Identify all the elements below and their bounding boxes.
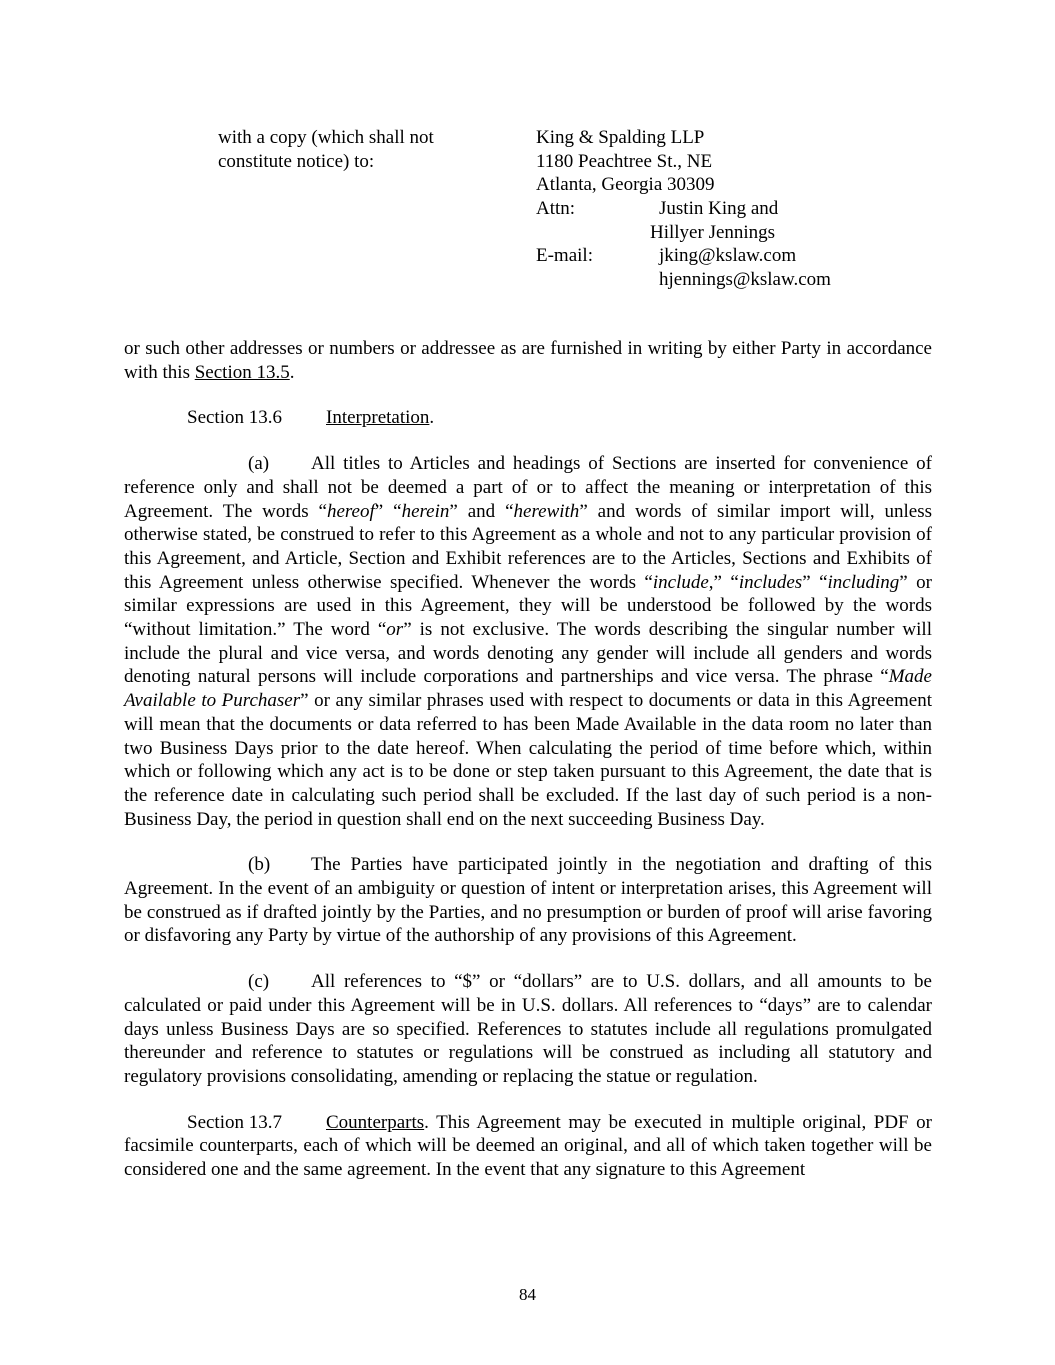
clause-b — [124, 853, 932, 948]
intro-end: . — [289, 361, 295, 383]
attn-line-2 — [536, 221, 936, 245]
clause-b-text: The Parties have participated jointly in the negotiation and drafting of this Agreement. In the event of an ambiguity or question of intent or interpretation arises, this Agreement will be construed as if drafted jointly by the Parties, and no presumption or burden of proof will arise favoring or disfavoring any Party by virtue of the authorship of any provisions of this Agreement. — [124, 854, 932, 947]
email-2: hjennings@kslaw.com — [659, 269, 831, 291]
email-line-2 — [536, 268, 936, 292]
term-herewith: herewith — [513, 500, 580, 522]
clause-a-text-6: ” “ — [802, 571, 828, 593]
email-label: E-mail: — [536, 245, 593, 267]
clause-a-text-9: ” or any similar phrases used with respect to documents or data in this Agreement will mean that the documents or data referred to has been Made Available in the data room no later than two Business Days prior to the date hereof. When calculating the period of time before which, within which or following which any act is to be done or step taken pursuant to this Agreement, the date that is the reference date in calculating such period shall be excluded. If the last day of such period is a non-Business Day, the period in question shall end on the next succeeding Business Day. — [124, 690, 932, 830]
clause-c — [124, 970, 932, 1089]
notice-block — [218, 126, 938, 306]
intro-paragraph — [124, 337, 932, 384]
attn-line — [536, 197, 936, 221]
section-13-6-heading — [124, 406, 932, 430]
page-number: 84 — [519, 1285, 536, 1304]
street-address: 1180 Peachtree St., NE — [536, 150, 713, 172]
intro-text: or such other addresses or numbers or addressee as are furnished in writing by either Party in accordance with this — [124, 338, 932, 383]
term-hereof: hereof — [326, 500, 375, 522]
section-13-7-title: Counterparts — [326, 1111, 425, 1133]
email-line — [536, 244, 936, 268]
term-made-available: Made Available to Purchaser — [124, 666, 932, 712]
term-herein: herein — [401, 500, 450, 522]
firm-name: King & Spalding LLP — [536, 127, 705, 148]
clause-a — [124, 452, 932, 831]
clause-a-text-8: ” is not exclusive. The words describing the singular number will include the plural and vice versa, and words denoting any gender will include all genders and words denoting natural persons will include corporations and partnerships and vice versa. The phrase “ — [124, 619, 932, 688]
clause-a-text-4: ” and words of similar import will, unless otherwise stated, be construed to refer to this Agreement as a whole and not to any particular provision of this Agreement, and Article, Section and Exhibit references are to the Articles, Sections and Exhibits of this Agreement unless otherwise specified. Whenever the words “ — [124, 500, 932, 593]
attn-name-1: Justin King and — [659, 198, 779, 220]
clause-a-text-3: ” and “ — [449, 500, 514, 522]
attn-label: Attn: — [536, 198, 576, 220]
section-13-6-period: . — [429, 407, 435, 429]
email-1: jking@kslaw.com — [659, 245, 797, 267]
copy-to-line-1: with a copy (which shall not — [218, 127, 434, 148]
term-or: or — [386, 619, 404, 641]
address-block — [536, 126, 936, 292]
section-13-6-title: Interpretation — [326, 407, 430, 429]
clause-c-text: All references to “$” or “dollars” are to U.S. dollars, and all amounts to be calculated or paid under this Agreement will be in U.S. dollars. All references to “days” are to calendar days unless Business Days are so specified. References to statutes include all regulations promulgated thereunder and reference to statutes or regulations will be construed as including all statutory and regulatory provisions consolidating, amending or replacing the statue or regulation. — [124, 971, 932, 1087]
section-13-7 — [124, 1111, 932, 1182]
city-state-zip: Atlanta, Georgia 30309 — [536, 174, 715, 196]
copy-to-label — [218, 126, 528, 173]
copy-to-line-2: constitute notice) to: — [218, 150, 375, 172]
clause-a-text-7: ” or similar expressions are used in this Agreement, they will be understood be followed by the words “without limitation.” The word “ — [124, 571, 932, 641]
clause-a-text-5: ,” “ — [708, 571, 739, 593]
section-13-5-ref: Section 13.5 — [194, 361, 290, 383]
clause-c-label: (c) — [248, 971, 270, 993]
clause-a-text-1: All titles to Articles and headings of Sections are inserted for convenience of reference only and shall not be deemed a part of or to affect the meaning or interpretation of this Agreement. The words “ — [124, 453, 932, 522]
section-13-7-number: Section 13.7 — [187, 1111, 282, 1133]
term-include: include — [652, 571, 709, 593]
term-includes: includes — [738, 571, 803, 593]
section-13-6-number: Section 13.6 — [187, 407, 282, 429]
attn-name-2: Hillyer Jennings — [650, 221, 776, 243]
clause-b-label: (b) — [248, 854, 271, 876]
clause-a-label: (a) — [248, 453, 270, 475]
term-including: including — [827, 571, 900, 593]
clause-a-text-2: ” “ — [374, 500, 402, 522]
document-body — [124, 337, 932, 1182]
section-13-7-text: . This Agreement may be executed in multiple original, PDF or facsimile counterparts, each of which will be deemed an original, and all of which taken together will be considered one and the same agreement. In the event that any signature to this Agreement — [124, 1111, 932, 1181]
